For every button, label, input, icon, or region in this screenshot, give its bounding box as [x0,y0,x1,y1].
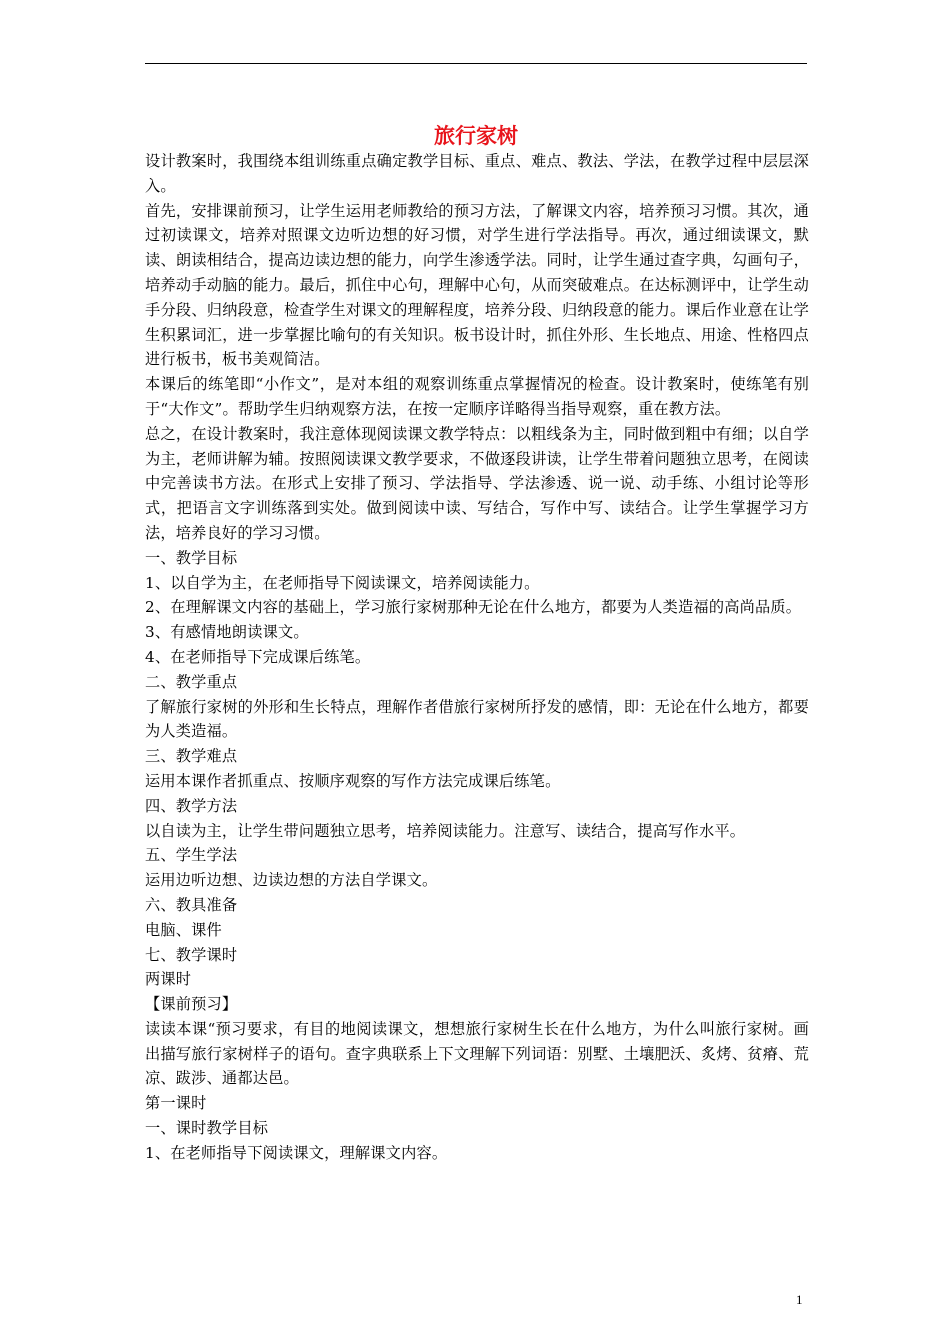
section-heading-goals: 一、教学目标 [145,548,238,567]
paragraph-writing-practice: 本课后的练笔即“小作文”，是对本组的观察训练重点掌握情况的检查。设计教案时，使练笔有别于“大作文”。帮助学生归纳观察方法，在按一定顺序详略得当指导观察，重在教方法。 [145,375,809,418]
section-heading-student-methods: 五、学生学法 [145,846,238,865]
lesson-goals-heading: 一、课时教学目标 [145,1119,269,1138]
preview-text: 读读本课“预习要求，有目的地阅读课文，想想旅行家树生长在什么地方，为什么叫旅行家树。画出描写旅行家树样子的语句。查字典联系上下文理解下列词语：别墅、土壤肥沃、炙烤、贫瘠、荒凉、跋涉、通都达邑。 [145,1019,809,1088]
section-heading-key-points: 二、教学重点 [145,672,238,691]
goal-item-2: 2、在理解课文内容的基础上，学习旅行家树那种无论在什么地方，都要为人类造福的高尚品质。 [145,598,802,617]
difficulties-text: 运用本课作者抓重点、按顺序观察的写作方法完成课后练笔。 [145,771,561,790]
section-heading-difficulties: 三、教学难点 [145,747,238,766]
methods-text: 以自读为主，让学生带问题独立思考，培养阅读能力。注意写、读结合，提高写作水平。 [145,821,746,840]
goal-item-3: 3、有感情地朗读课文。 [145,623,309,642]
lesson-goal-item-1: 1、在老师指导下阅读课文，理解课文内容。 [145,1143,448,1162]
section-heading-materials: 六、教具准备 [145,895,238,914]
header-rule [145,63,807,64]
student-methods-text: 运用边听边想、边读边想的方法自学课文。 [145,871,438,890]
class-hours-text: 两课时 [145,970,192,989]
paragraph-summary: 总之，在设计教案时，我注意体现阅读课文教学特点：以粗线条为主，同时做到粗中有细；以自学为主，老师讲解为辅。按照阅读课文教学要求，不做逐段讲读，让学生带着问题独立思考，在阅读中完善读书方法。在形式上安排了预习、学法指导、学法渗透、说一说、动手练、小组讨论等形式，把语言文字训练落到实处。做到阅读中读、写结合，写作中写、读结合。让学生掌握学习方法，培养良好的学习习惯。 [145,424,809,542]
materials-text: 电脑、课件 [145,920,222,939]
document-body [145,149,809,1166]
paragraph-design: 首先，安排课前预习，让学生运用老师教给的预习方法，了解课文内容，培养预习习惯。其次，通过初读课文，培养对照课文边听边想的好习惯，对学生进行学法指导。再次，通过细读课文，默读、朗读相结合，提高边读边想的能力，向学生渗透学法。同时，让学生通过查字典，勾画句子，培养动手动脑的能力。最后，抓住中心句，理解中心句，从而突破难点。在达标测评中，让学生动手分段、归纳段意，检查学生对课文的理解程度，培养分段、归纳段意的能力。课后作业意在让学生积累词汇，进一步掌握比喻句的有关知识。板书设计时，抓住外形、生长地点、用途、性格四点进行板书，板书美观简洁。 [145,201,809,369]
goal-item-4: 4、在老师指导下完成课后练笔。 [145,647,371,666]
section-heading-preview: 【课前预习】 [145,995,238,1014]
document-title: 旅行家树 [434,124,518,148]
page-number: 1 [796,1292,803,1307]
lesson-one-heading: 第一课时 [145,1094,207,1113]
section-heading-methods: 四、教学方法 [145,796,238,815]
paragraph-intro: 设计教案时，我围绕本组训练重点确定教学目标、重点、难点、教法、学法，在教学过程中层层深入。 [145,152,809,195]
goal-item-1: 1、以自学为主，在老师指导下阅读课文，培养阅读能力。 [145,573,540,592]
key-points-text: 了解旅行家树的外形和生长特点，理解作者借旅行家树所抒发的感情，即：无论在什么地方，都要为人类造福。 [145,697,809,741]
section-heading-class-hours: 七、教学课时 [145,945,238,964]
